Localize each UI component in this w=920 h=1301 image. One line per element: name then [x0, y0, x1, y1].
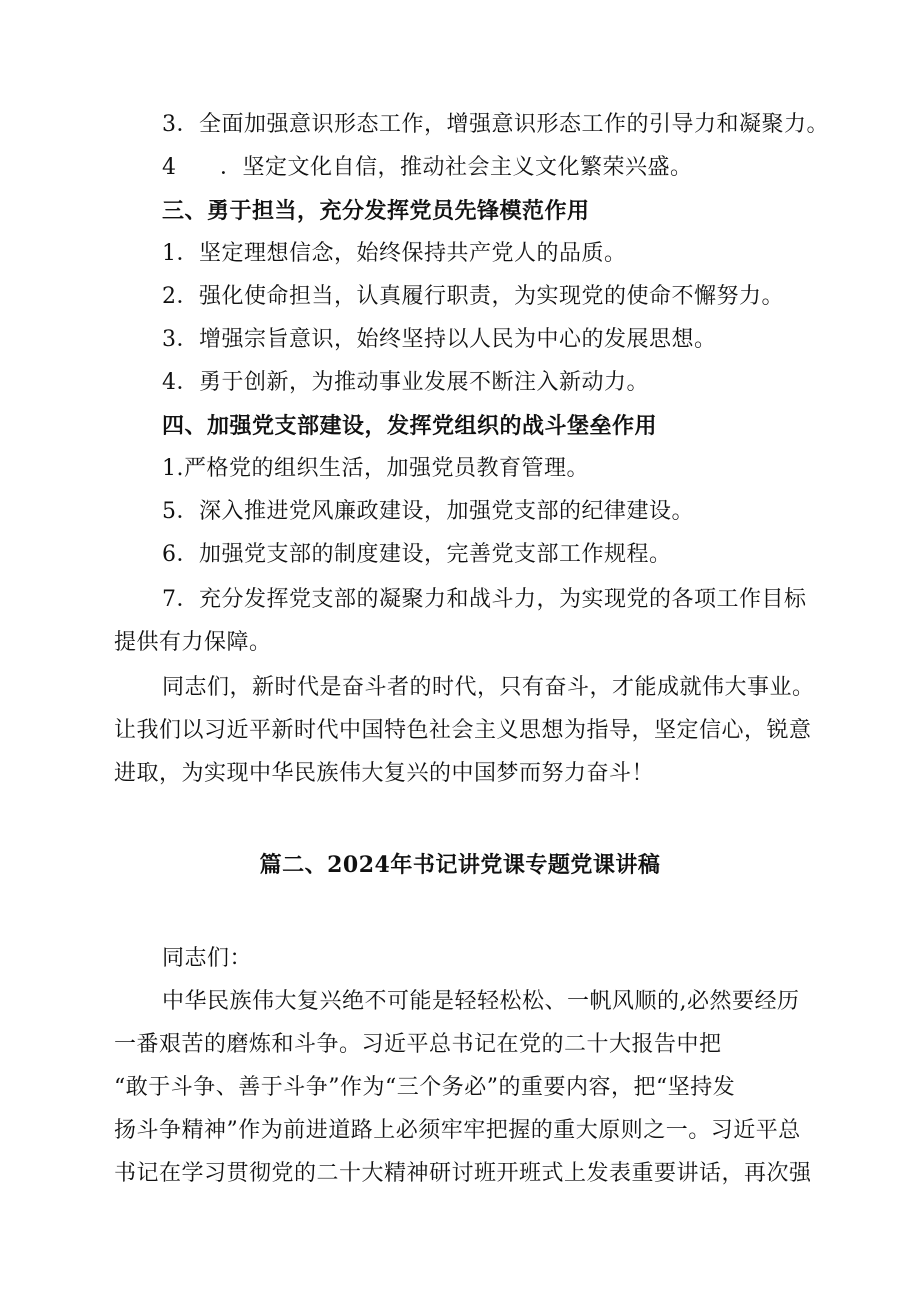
item-number: 6	[162, 542, 177, 567]
item-text: ．全面加强意识形态工作，增强意识形态工作的引导力和凝聚力。	[176, 112, 830, 137]
paragraph-line: 中华民族伟大复兴绝不可能是轻轻松松、一帆风顺的,必然要经历	[162, 989, 800, 1014]
list-item	[162, 282, 784, 312]
item-number: 4	[162, 155, 177, 180]
item-number: 1	[162, 241, 177, 266]
item-number: 5	[162, 499, 177, 524]
item-text: ．加强党支部的制度建设，完善党支部工作规程。	[176, 542, 672, 567]
list-item	[162, 368, 649, 398]
paragraph-line: 同志们，新时代是奋斗者的时代，只有奋斗，才能成就伟大事业。	[162, 675, 815, 700]
paragraph-line: 扬斗争精神”作为前进道路上必须牢牢把握的重大原则之一。习近平总	[114, 1118, 801, 1143]
paragraph-line: 一番艰苦的磨炼和斗争。习近平总书记在党的二十大报告中把	[114, 1032, 722, 1057]
item-text: ．坚定文化自信，推动社会主义文化繁荣兴盛。	[220, 155, 693, 180]
item-text: ．坚定理想信念，始终保持共产党人的品质。	[176, 241, 627, 266]
item-text: ．增强宗旨意识，始终坚持以人民为中心的发展思想。	[176, 327, 717, 352]
list-item	[162, 110, 829, 140]
list-item	[162, 239, 627, 269]
section-heading: 四、加强党支部建设，发挥党组织的战斗堡垒作用	[162, 413, 658, 439]
item-text: ．深入推进党风廉政建设，加强党支部的纪律建设。	[176, 499, 695, 524]
list-item	[162, 540, 672, 570]
item-number: 3	[162, 327, 177, 352]
article-title: 篇二、2024年书记讲党课专题党课讲稿	[259, 852, 661, 878]
item-number: 3	[162, 112, 177, 137]
item-text: 严格党的组织生活，加强党员教育管理。	[184, 456, 590, 481]
item-text: ．充分发挥党支部的凝聚力和战斗力，为实现党的各项工作目标	[176, 587, 807, 612]
paragraph-line: 进取，为实现中华民族伟大复兴的中国梦而努力奋斗！	[114, 761, 655, 786]
list-item	[162, 153, 693, 183]
salutation: 同志们：	[162, 946, 253, 971]
item-number: 2	[162, 284, 177, 309]
list-item	[162, 325, 717, 355]
paragraph-line: 书记在学习贯彻党的二十大精神研讨班开班式上发表重要讲话，再次强	[114, 1161, 812, 1186]
list-item	[162, 454, 589, 484]
item-number: 7	[162, 587, 177, 612]
list-item	[162, 585, 807, 615]
list-item	[162, 497, 694, 527]
item-text: ．强化使命担当，认真履行职责，为实现党的使命不懈努力。	[176, 284, 785, 309]
paragraph-line: 让我们以习近平新时代中国特色社会主义思想为指导，坚定信心，锐意	[114, 718, 812, 743]
item-number: 4	[162, 370, 177, 395]
list-item-continuation: 提供有力保障。	[114, 630, 272, 655]
item-text: ．勇于创新，为推动事业发展不断注入新动力。	[176, 370, 650, 395]
paragraph-line: “敢于斗争、善于斗争”作为“三个务必”的重要内容，把“坚持发	[114, 1075, 736, 1100]
section-heading: 三、勇于担当，充分发挥党员先锋模范作用	[162, 198, 590, 224]
item-number: 1.	[162, 456, 184, 481]
